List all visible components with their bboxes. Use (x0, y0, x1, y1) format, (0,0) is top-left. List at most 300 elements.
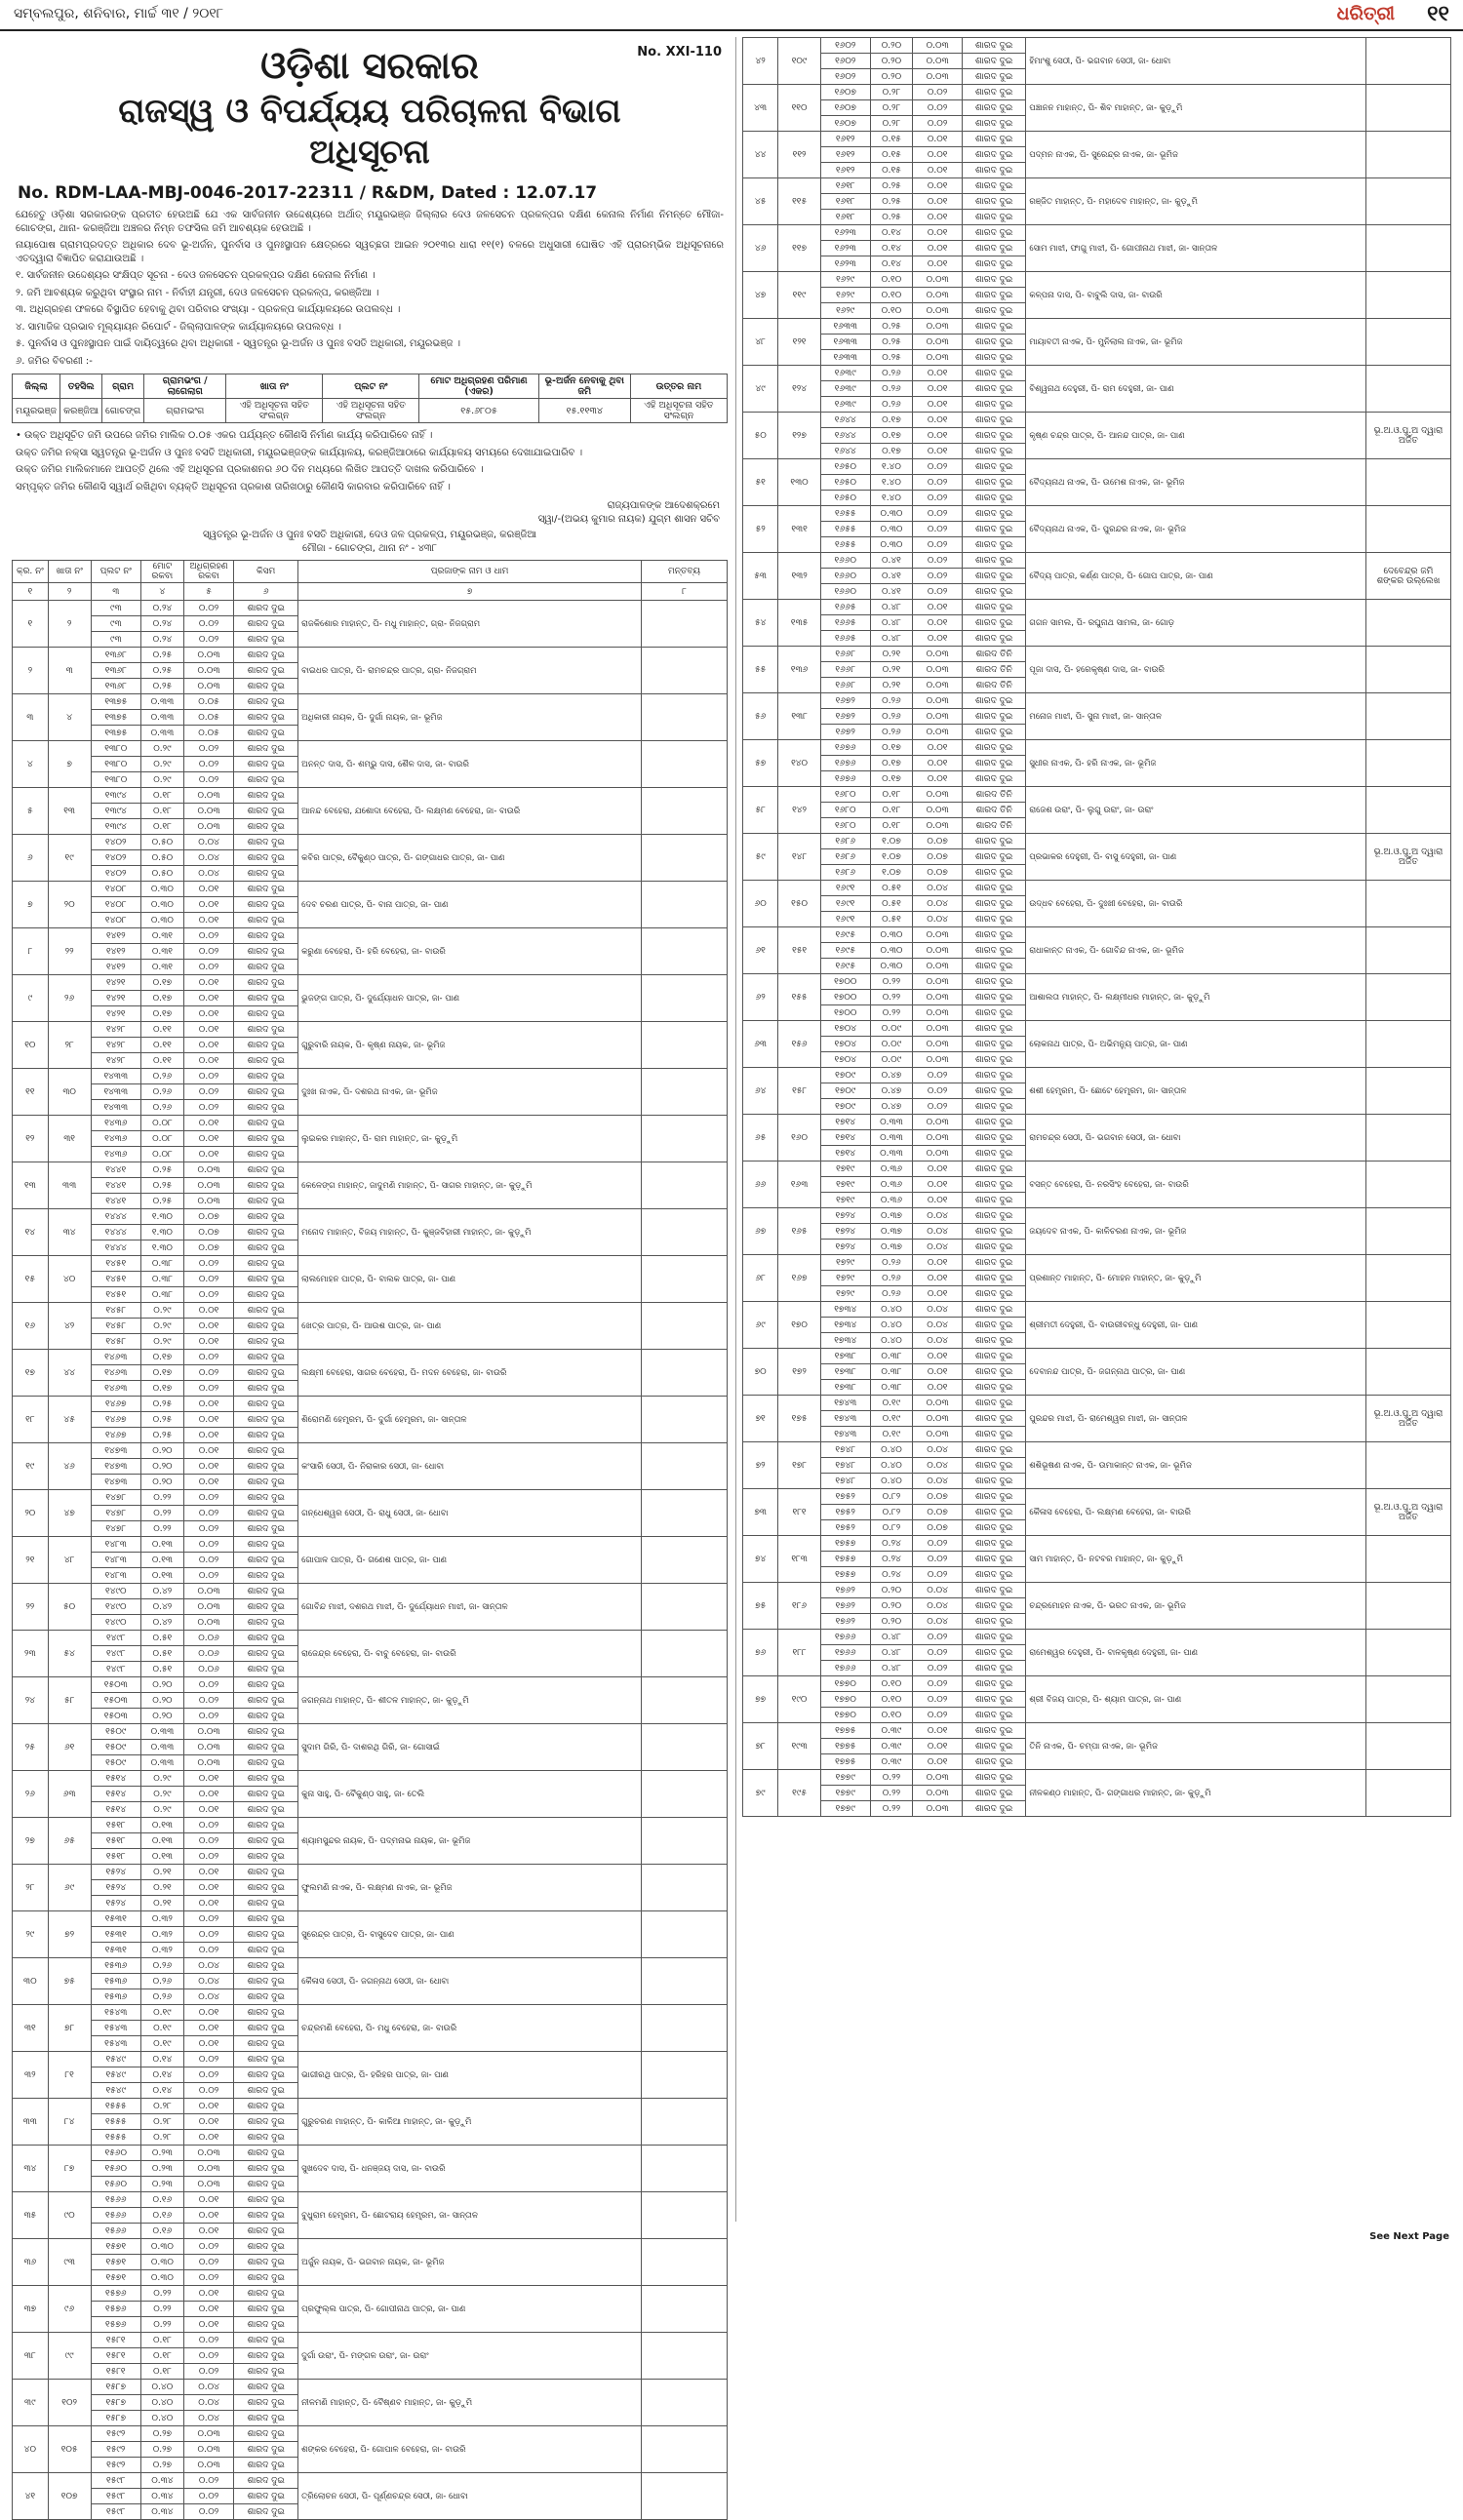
table-cell: ୧୭୦୦ (820, 974, 870, 990)
table-cell: ଶାରଦ ଦୁଇ (234, 1631, 298, 1646)
table-cell: ସାମ ମାହାନ୍ତ, ପି- ନଟବର ମାହାନ୍ତ, ଜା- କୁଡ଼ୁମି (1026, 1536, 1366, 1583)
table-cell: ଶାରଦ ଦୁଇ (963, 132, 1026, 147)
table-cell: ୦.୦୧ (183, 1319, 233, 1334)
table-cell: ୨୮ (13, 1865, 49, 1911)
table-cell: ଶାରଦ ଦୁଇ (963, 1364, 1026, 1380)
table-cell: ଶାରଦ ଦୁଇ (234, 1989, 298, 2005)
table-cell: ୧୬୪୪ (820, 444, 870, 459)
table-cell: ୧୭୭୯ (820, 1770, 870, 1786)
table-cell: ୦.୨୦ (870, 54, 913, 69)
table-cell: ୧୪୬୭ (91, 1428, 140, 1443)
land-schedule-table-right (742, 37, 1451, 1817)
table-cell: ୦.୦୨ (913, 584, 963, 600)
table-cell: ଶାରଦ ଦୁଇ (234, 2442, 298, 2458)
table-cell: ଶାରଦ ଦୁଇ (234, 1506, 298, 1521)
table-cell: ୧୭୧୯ (820, 1162, 870, 1177)
table-cell: ୦.୩୭ (870, 1240, 913, 1255)
table-cell: ୦.୦୨ (183, 1506, 233, 1521)
land-header-number: ୮ (642, 583, 728, 601)
table-cell: ଭୂ.ଅ.ଓ.ପୁ.ଅ ଦ୍ୱାରା ଅର୍ଜିତ (1365, 413, 1450, 459)
table-cell: ୦.୦୧ (183, 2130, 233, 2146)
table-cell: ୧୭୧୪ (820, 1115, 870, 1130)
table-row (13, 2286, 728, 2302)
table-cell: ଶଶୀ ହେମ୍ବ୍ରମ, ପି- ଛୋଟେ ହେମ୍ବ୍ରମ, ଜା- ସାନ୍ତାଳ (1026, 1068, 1366, 1115)
table-cell: ୨୬ (48, 975, 91, 1022)
table-row (13, 1865, 728, 1880)
table-cell: ୦.୦୧ (913, 256, 963, 272)
table-cell: ୧୬୦୨ (820, 54, 870, 69)
table-cell: ୦.୦୧ (913, 1754, 963, 1770)
table-cell: ୦.୨୫ (140, 1428, 183, 1443)
table-cell: ୧୮୧ (778, 1489, 821, 1536)
table-cell: ୧୬୯୧ (820, 912, 870, 927)
table-cell: ୦.୩୯ (870, 1754, 913, 1770)
table-cell: ୧୭୭୫ (820, 1739, 870, 1754)
table-cell: ୦.୩୩ (870, 1130, 913, 1146)
table-cell: ୬୧ (743, 927, 778, 974)
table-cell: ୦.୦୧ (183, 1116, 233, 1131)
table-cell: ଶାରଦ ଦୁଇ (963, 116, 1026, 132)
table-cell: ୦.୪୦ (870, 1333, 913, 1349)
table-cell: ୦.୪୦ (140, 2411, 183, 2426)
table-cell: ଶାରଦ ଦୁଇ (963, 475, 1026, 491)
table-cell: ଶିରୋମଣି ହେମ୍ବ୍ରମ, ପି- ଦୁର୍ଗା ହେମ୍ବ୍ରମ, ଜା- ସାନ୍ତାଳ (298, 1397, 642, 1443)
table-cell: ୦.୦୩ (183, 679, 233, 694)
table-cell: ୦.୨୯ (140, 1787, 183, 1802)
table-cell: ୧୭୨୯ (820, 1271, 870, 1286)
table-cell (1365, 1302, 1450, 1349)
table-cell: ୧୩୮ (778, 693, 821, 740)
table-cell: ୦.୨୬ (870, 397, 913, 413)
table-cell: ୦.୦୧ (183, 1865, 233, 1880)
table-cell: ୩୦ (13, 1958, 49, 2005)
table-cell: ୧୫୧୪ (91, 1802, 140, 1818)
table-cell: ରାଧାକାନ୍ତ ନାଏକ, ପି- ଗୋବିନ୍ଦ ନାଏକ, ଜା- ଭୂମିଜ (1026, 927, 1366, 974)
table-cell: ଶାରଦ ଦୁଇ (963, 1224, 1026, 1240)
table-cell: ୦.୧୧ (140, 1022, 183, 1038)
table-cell: ୦.୪୮ (870, 631, 913, 647)
table-cell: ୧୬୭ (778, 1255, 821, 1302)
table-cell: ୦.୧୦ (870, 1676, 913, 1692)
table-cell: ୭୮ (48, 2005, 91, 2052)
table-cell: ୦.୦୬ (183, 1646, 233, 1662)
table-cell: ୧୪୭୩ (91, 1475, 140, 1490)
table-cell: ମନୋଜ ମାଝୀ, ପି- ସୁନା ମାଝୀ, ଜା- ସାନ୍ତାଳ (1026, 693, 1366, 740)
table-cell: ଶାରଦ ଦୁଇ (234, 1100, 298, 1116)
table-cell: ୦.୦୪ (913, 1224, 963, 1240)
table-cell: ୭୫ (48, 1958, 91, 2005)
table-cell: ୦.୦୪ (183, 2411, 233, 2426)
table-cell: ବୈଦ୍ୟ ପାତ୍ର, କର୍ଣ୍ଣ ପାତ୍ର, ପି- ଗୋପ ପାତ୍ର, ଜା- ପାଣ (1026, 553, 1366, 600)
table-cell: ୦.୪୧ (870, 569, 913, 584)
table-cell: ୧୩୭୫ (91, 694, 140, 710)
table-cell: ୧୫୬୬ (91, 2208, 140, 2224)
table-cell: ୦.୦୧ (183, 2036, 233, 2052)
table-cell: ଶାରଦ ଦୁଇ (234, 897, 298, 913)
table-cell: ୧୪୩୩ (91, 1084, 140, 1100)
table-cell: ୦.୦୭ (913, 865, 963, 881)
table-cell: ୧୬୦୨ (820, 69, 870, 85)
table-cell: ୦.୨୫ (140, 648, 183, 663)
table-cell: ୦.୦୨ (183, 1272, 233, 1287)
table-cell: ୦.୦୧ (913, 1380, 963, 1396)
table-cell: ୦.୦୧ (183, 1443, 233, 1459)
table-cell: ୧୭୨୯ (820, 1286, 870, 1302)
table-cell: ୪୭ (48, 1490, 91, 1537)
table-cell: ୧୫୭୬ (91, 2286, 140, 2302)
table-cell: ୦.୦୧ (183, 2192, 233, 2208)
table-cell: ଶାରଦ ଦୁଇ (234, 2411, 298, 2426)
heading-government: ଓଡ଼ିଶା ସରକାର (260, 43, 479, 87)
table-cell: ଶାରଦ ଦୁଇ (234, 2021, 298, 2036)
table-cell: ୭୮ (743, 1723, 778, 1770)
table-cell: ୦.୦୩ (913, 350, 963, 366)
table-cell: ୧୭୭୦ (820, 1708, 870, 1723)
table-cell: ୫୬ (743, 693, 778, 740)
table-cell: ସୁରେନ୍ଦ୍ର ପାତ୍ର, ପି- ବାସୁଦେବ ପାତ୍ର, ଜା- ପାଣ (298, 1911, 642, 1958)
table-cell (1365, 1723, 1450, 1770)
table-cell: ୦.୧୭ (870, 413, 913, 428)
table-cell: ହିମାଂଶୁ ସେଠୀ, ପି- ଭଗବାନ ସେଠୀ, ଜା- ଧୋବା (1026, 38, 1366, 85)
table-cell: ୦.୨୨ (870, 1005, 913, 1021)
table-cell: ୦.୨୯ (140, 1771, 183, 1787)
table-cell: ୦.୦୩ (913, 943, 963, 959)
table-cell: ୦.୧୮ (870, 818, 913, 834)
table-cell: ୭୨ (743, 1442, 778, 1489)
table-cell: ୧୫୮୭ (91, 2395, 140, 2411)
table-cell (1365, 38, 1450, 85)
land-header-number: ୪ (140, 583, 183, 601)
table-cell: ୨୦ (48, 882, 91, 928)
table-cell: ୦.୧୭ (140, 1006, 183, 1022)
table-cell: ୧୦୯ (778, 38, 821, 85)
table-cell: ଶାରଦ ଦୁଇ (234, 2348, 298, 2364)
table-cell: ୨ (13, 648, 49, 694)
table-cell: ଶାରଦ ଦୁଇ (234, 2458, 298, 2473)
table-cell: ୦.୧୦ (870, 272, 913, 288)
table-cell: ଶାରଦ ଦୁଇ (234, 1958, 298, 1974)
table-row (13, 1490, 728, 1506)
table-cell: ୦.୦୬ (183, 1662, 233, 1677)
table-cell: ୦.୦୧ (913, 178, 963, 194)
land-schedule-table-left (12, 560, 728, 2520)
table-cell: ଶାରଦ ଦୁଇ (963, 381, 1026, 397)
table-cell: ଶାରଦ ଦୁଇ (234, 2005, 298, 2021)
table-cell: ୧୪୪୪ (91, 1240, 140, 1256)
table-cell: ୩୫ (13, 2192, 49, 2239)
table-cell: ଶାରଦ ଦୁଇ (963, 1427, 1026, 1442)
table-cell: ୧୭୦୯ (820, 1068, 870, 1083)
table-cell: ୦.୨୫ (870, 178, 913, 194)
table-cell: ୦.୨୫ (870, 194, 913, 210)
table-cell: ୦.୨୬ (870, 693, 913, 709)
table-cell: ଶାରଦ ଦୁଇ (234, 710, 298, 726)
table-cell: ଶାରଦ ଦୁଇ (234, 1615, 298, 1631)
table-cell: ୦.୩୦ (870, 959, 913, 974)
table-cell: ୦.୦୩ (183, 2177, 233, 2192)
table-cell: ଶାରଦ ଦୁଇ (963, 927, 1026, 943)
table-cell (642, 1256, 728, 1303)
table-cell (1365, 647, 1450, 693)
table-cell: ୦.୩୬ (870, 1177, 913, 1193)
table-cell: ୦.୩୩ (140, 694, 183, 710)
table-cell: ୧୬୮୦ (820, 787, 870, 803)
table-cell: ୦.୨୨ (870, 990, 913, 1005)
table-cell (1365, 974, 1450, 1021)
table-cell: ୦.୦୩ (913, 1801, 963, 1817)
table-cell: ୦.୨୬ (870, 381, 913, 397)
table-cell: ୨୬ (13, 1771, 49, 1818)
table-cell: ଶାରଦ ଦୁଇ (234, 648, 298, 663)
table-cell: ୪୮ (48, 1537, 91, 1584)
table-cell (642, 648, 728, 694)
table-cell: ଶାରଦ ଦୁଇ (234, 1475, 298, 1490)
land-header-number: ୨ (48, 583, 91, 601)
table-cell: ୧୭୩୮ (820, 1364, 870, 1380)
table-cell: ୧୬୨୩ (820, 225, 870, 241)
table-cell: ଶାରଦ ଦୁଇ (234, 1880, 298, 1896)
table-cell: ଖେତ୍ର ପାତ୍ର, ପି- ଆଉଶ ପାତ୍ର, ଜା- ପାଣ (298, 1303, 642, 1350)
table-cell: ୧୨୪ (778, 366, 821, 413)
table-cell: ଶାରଦ ଦୁଇ (234, 1911, 298, 1927)
table-cell: ୪ (48, 694, 91, 741)
table-cell: ଶାରଦ ଦୁଇ (234, 913, 298, 928)
table-cell: ୦.୦୧ (913, 194, 963, 210)
summary-cell: ୧୫.୧୧୩୪ (538, 399, 630, 423)
table-cell: ୧୬୨୩ (820, 256, 870, 272)
table-cell: ଶାରଦ ଦୁଇ (963, 1411, 1026, 1427)
table-cell: ୦.୦୧ (183, 897, 233, 913)
table-cell (642, 1911, 728, 1958)
table-cell: ୦.୦୪ (183, 1974, 233, 1989)
table-cell: ଶାରଦ ଦୁଇ (234, 2302, 298, 2317)
table-cell: ଶାରଦ ଦୁଇ (234, 601, 298, 616)
table-cell: ୦.୦୨ (913, 1083, 963, 1099)
table-cell: ଶାରଦ ଦୁଇ (963, 1115, 1026, 1130)
table-cell: ୦.୨୧ (140, 1880, 183, 1896)
table-cell: ଶାରଦ ଦୁଇ (234, 2224, 298, 2239)
table-cell: ଶାରଦ ଦୁଇ (234, 2286, 298, 2302)
table-cell: ୦.୧୭ (870, 444, 913, 459)
table-cell: ୧୩୯୪ (91, 804, 140, 819)
table-cell (1365, 600, 1450, 647)
table-cell: ୦.୦୩ (183, 1724, 233, 1740)
table-cell: ୦.୦୫ (183, 694, 233, 710)
table-cell: ୨୧ (13, 1537, 49, 1584)
table-cell: ୧୫୮୧ (91, 2348, 140, 2364)
table-cell: ୦.୨୪ (870, 1536, 913, 1552)
table-cell: ୦.୦୧ (183, 2021, 233, 2036)
table-cell: ଶାରଦ ଦୁଇ (963, 366, 1026, 381)
table-cell: ୧୭୨୪ (820, 1224, 870, 1240)
table-cell: ୧୭୬୨ (820, 1598, 870, 1614)
table-cell: ୦.୨୪ (870, 1567, 913, 1583)
table-cell: ୮୪ (48, 2099, 91, 2146)
table-cell: ୧୨୧ (778, 319, 821, 366)
notification-reference: No. RDM-LAA-MBJ-0046-2017-22311 / R&DM, Dated : 12.07.17 (18, 183, 598, 203)
table-cell (642, 1303, 728, 1350)
table-cell: ୧୪୯୦ (91, 1615, 140, 1631)
table-cell: ଅଧିକାରୀ ନାୟକ, ପି- ଦୁର୍ଗା ନାୟକ, ଜା- ଭୂମିଜ (298, 694, 642, 741)
table-cell: ୧୫୬୬ (91, 2192, 140, 2208)
table-cell: ୧.୪୦ (870, 491, 913, 506)
table-cell: ୦.୩୨ (140, 1927, 183, 1943)
table-cell: ୦.୦୨ (183, 2333, 233, 2348)
table-cell: ୦.୦୧ (183, 1006, 233, 1022)
table-cell: ୦.୦୩ (913, 1115, 963, 1130)
table-cell: ୧୬୩୯ (820, 397, 870, 413)
table-cell: ୦.୨୫ (870, 319, 913, 335)
land-header-number: ୬ (234, 583, 298, 601)
summary-header-cell: ଗ୍ରାମଭଂଗ / ଲାଗେଲାଗ (144, 374, 226, 399)
table-cell: ଶାରଦ ଦୁଇ (963, 256, 1026, 272)
table-row (13, 1350, 728, 1365)
table-cell: ୦.୦୪ (913, 1208, 963, 1224)
table-cell: ଶାରଦ ଦୁଇ (234, 1428, 298, 1443)
table-cell: ୧୪୯୮ (91, 1662, 140, 1677)
table-cell: ୦.୦୧ (183, 1022, 233, 1038)
table-cell: ଶାରଦ ଦୁଇ (963, 1162, 1026, 1177)
table-cell: ୧୪୫୧ (91, 1256, 140, 1272)
mouza-line: ମୌଜା - ଗୋଚଙ୍ଗ, ଥାନା ନଂ - ୪୩୮ (302, 543, 437, 554)
table-cell: ୬୭ (743, 1208, 778, 1255)
table-cell: ୧୭୦୦ (820, 990, 870, 1005)
table-cell: ୦.୦୧ (913, 1723, 963, 1739)
table-cell: ରଞ୍ଜିତ ମାହାନ୍ତ, ପି- ମହାଦେବ ମାହାନ୍ତ, ଜା- କୁଡ଼ୁମି (1026, 178, 1366, 225)
table-cell (1365, 693, 1450, 740)
table-cell: ଶାରଦ ଦୁଇ (234, 2099, 298, 2114)
table-cell: ୦.୩୩ (140, 1724, 183, 1740)
table-cell: ୪୨ (48, 1303, 91, 1350)
table-cell: ୦.୦୨ (183, 1537, 233, 1553)
table-cell: ଶାରଦ ଦୁଇ (234, 1599, 298, 1615)
land-header-cell: ଖାତା ନଂ (48, 561, 91, 583)
table-cell: ୦.୨୦ (870, 69, 913, 85)
table-cell: ୧୦୨ (48, 2380, 91, 2426)
table-cell: ଶାରଦ ଦୁଇ (963, 163, 1026, 178)
table-cell: ୧୬୯୫ (820, 927, 870, 943)
table-cell: ଶାରଦ ଦୁଇ (234, 726, 298, 741)
table-cell: ୧୪୦୮ (91, 913, 140, 928)
table-row (743, 787, 1451, 803)
table-cell: ୯ (13, 975, 49, 1022)
table-cell: ଶାରଦ ଦୁଇ (963, 1474, 1026, 1489)
table-cell: ୦.୧୦ (870, 288, 913, 303)
table-cell: ୧୬୭୬ (820, 740, 870, 756)
table-cell: ୧୧୯ (778, 272, 821, 319)
table-cell: ୦.୦୧ (913, 1739, 963, 1754)
table-cell (1365, 1208, 1450, 1255)
table-cell: ଶାରଦ ଦୁଇ (963, 38, 1026, 54)
table-cell: ଶାରଦ ଦୁଇ (234, 1693, 298, 1709)
table-cell: ଶାରଦ ଦୁଇ (234, 1147, 298, 1162)
table-cell: ୦.୦୨ (913, 1099, 963, 1115)
table-cell: ଗୋପାଳ ପାତ୍ର, ପି- ଗଣେଶ ପାତ୍ର, ଜା- ପାଣ (298, 1537, 642, 1584)
table-cell: ୦.୦୩ (913, 725, 963, 740)
table-cell (642, 1818, 728, 1865)
table-cell (1365, 132, 1450, 178)
table-row (743, 600, 1451, 615)
table-cell: ଶାରଦ ଦୁଇ (234, 1365, 298, 1381)
table-cell (1365, 319, 1450, 366)
table-cell: ୫୦ (743, 413, 778, 459)
table-cell: ୦.୦୩ (913, 319, 963, 335)
table-cell: ଶାରଦ ଦୁଇ (963, 912, 1026, 927)
table-cell: ଶାରଦ ଦୁଇ (234, 1490, 298, 1506)
table-cell: ଶାରଦ ଦୁଇ (963, 1770, 1026, 1786)
table-cell: ପଦ୍ମନ ନାଏକ, ପି- ସୁରେନ୍ଦ୍ର ନାଏକ, ଜା- ଭୂମିଜ (1026, 132, 1366, 178)
table-row (743, 1583, 1451, 1598)
table-row (743, 647, 1451, 662)
table-cell: ୦.୦୨ (913, 553, 963, 569)
table-cell: ୦.୦୪ (913, 1302, 963, 1318)
table-cell: ୭୧ (743, 1396, 778, 1442)
table-cell: ୦.୦୩ (913, 974, 963, 990)
table-cell: ୧୫୩୧ (91, 1927, 140, 1943)
table-cell: ୦.୨୮ (140, 2114, 183, 2130)
table-cell: ୦.୦୨ (913, 1645, 963, 1661)
table-cell: ଶାରଦ ତିନି (963, 818, 1026, 834)
table-cell (1365, 1115, 1450, 1162)
table-cell: ୦.୦୨ (183, 1849, 233, 1865)
table-cell: ୧୬୮୬ (820, 834, 870, 849)
table-cell: ୦.୫୦ (140, 850, 183, 866)
table-row (13, 1631, 728, 1646)
table-row (13, 788, 728, 804)
table-cell: ୬୧ (48, 1724, 91, 1771)
table-cell: ଶାରଦ ଦୁଇ (963, 1692, 1026, 1708)
table-cell: ୦.୨୯ (140, 741, 183, 757)
table-cell: ୧୫୩୧ (91, 1943, 140, 1958)
table-cell: ୦.୦୧ (183, 2317, 233, 2333)
land-header-cell: ଅଧିଗ୍ରହଣ ରକବା (183, 561, 233, 583)
table-cell: ୦.୨୫ (140, 1397, 183, 1412)
table-cell: ୧୫୦୩ (91, 1709, 140, 1724)
table-cell: ୧୬୭୨ (820, 709, 870, 725)
table-cell: ୪୯ (743, 366, 778, 413)
table-cell: ୦.୦୫ (183, 726, 233, 741)
table-cell: ଶାରଦ ଦୁଇ (963, 1349, 1026, 1364)
table-cell: ୦.୧୦ (870, 1708, 913, 1723)
table-cell: ୧୬୨୯ (820, 288, 870, 303)
table-row (13, 741, 728, 757)
table-cell: ୧୭୩୪ (820, 1302, 870, 1318)
table-cell: ୧୭୦ (778, 1302, 821, 1349)
table-cell: ୦.୨୦ (870, 1614, 913, 1630)
table-cell (1365, 1676, 1450, 1723)
table-cell (1365, 1536, 1450, 1583)
table-cell: ୦.୧୭ (140, 1365, 183, 1381)
table-cell: ଶାରଦ ଦୁଇ (234, 882, 298, 897)
table-cell: ୧୩୬ (778, 647, 821, 693)
table-cell: ଶାରଦ ଦୁଇ (234, 1943, 298, 1958)
table-cell: ୦.୨୨ (140, 2317, 183, 2333)
table-row (13, 1022, 728, 1038)
table-cell: ୦.୦୨ (183, 2239, 233, 2255)
table-cell: ୧୫୯୮ (91, 2473, 140, 2489)
table-row (13, 2473, 728, 2489)
table-row (13, 2052, 728, 2067)
table-cell: ଶାରଦ ଦୁଇ (963, 1567, 1026, 1583)
table-cell: ସୁଦାମ ଗିରି, ପି- ଦାଶରଥି ଗିରି, ଜା- ଗୋସାଇଁ (298, 1724, 642, 1771)
table-cell: ୦.୦୩ (913, 272, 963, 288)
table-cell: ୮ (13, 928, 49, 975)
table-cell: ୧୬୧୮ (820, 194, 870, 210)
table-cell: ୧୭୦୦ (820, 1005, 870, 1021)
table-cell: ୧୭୧୪ (820, 1146, 870, 1162)
intro-line: ୩. ଅଧିଗ୍ରହଣ ଫଳରେ ବିସ୍ଥାପିତ ହେବାକୁ ଥିବା ପରିବାର ସଂଖ୍ୟା - ପ୍ରକଳ୍ପ କାର୍ଯ୍ୟାଳୟରେ ଉପଲବ୍ଧ । (16, 304, 401, 315)
table-cell: ୫୮ (48, 1677, 91, 1724)
